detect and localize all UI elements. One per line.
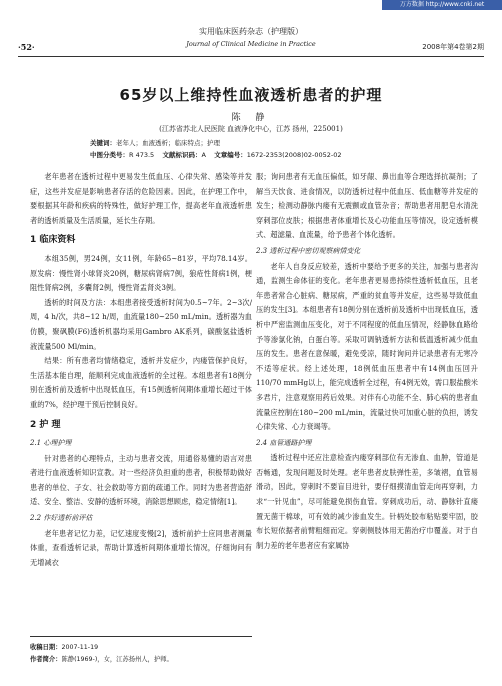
s1-paragraph-2: 透析的时间及方法：本组患者接受透析时间为0.5~7年。2~3次/周，4 h/次，共8~12 h/周，血流量180~250 mL/min。透析器为血仿膜，聚砜膜(F6)透析机器均采用Gambro AK系列，碳酸氢盐透析液流量500 Ml/min。: [30, 297, 252, 351]
article-title: 65岁以上维持性血液透析患者的护理: [119, 86, 383, 104]
section-2-1-heading: 2.1 心理护理: [30, 439, 72, 448]
received-date: 2007-11-19: [61, 644, 99, 651]
article-no-label: 文章编号：: [214, 151, 247, 159]
received-label: 收稿日期：: [30, 644, 62, 651]
section-2-4-heading: 2.4 血管通路护理: [256, 438, 312, 447]
s22-paragraph: 老年患者记忆力差，记忆速度变慢[2]，透析前护士应同患者测量体重，查看透析记录，帮助计算透析间期体重增长情况，仔细询问有无增减衣: [30, 528, 252, 567]
s1-paragraph-1: 本组35例，男24例，女11例，年龄65~81岁，平均78.14岁。原发病：慢性肾小球肾炎20例，糖尿病肾病7例，狼疮性肾病1例，梗阻性肾病2例，多囊肾2例，慢性肾盂肾炎3例。: [30, 253, 252, 293]
s24-paragraph: 透析过程中还应注意检查内瘘穿刺部位有无渗血、血肿，管道是否畅通，发现问题及时处理。老年患者皮肤弹性差，多皱褶，血管易滑动，因此，穿刺时不要盲目进针，要仔细摸清血管走向再穿刺，力求“一针见血”，尽可能避免损伤血管。穿刺成功后，动、静脉针直瘘置无菌干棉球，可有效的减少渗血发生。针柄处胶布粘贴要牢固，胶布长短依据者前臂粗细而定。穿刺侧肢体用无菌治疗巾覆盖。对于自制力差的老年患者应有家属协: [256, 453, 478, 550]
article-no: 1672-2353(2008)02-0052-02: [246, 151, 342, 159]
author-bio-label: 作者简介：: [30, 656, 62, 663]
keywords: 老年人；血液透析；临床特点；护理: [116, 139, 220, 147]
section-2-3-heading: 2.3 透析过程中密切观察病情变化: [256, 246, 361, 255]
section-2-heading: 2 护 理: [30, 419, 61, 430]
s21-paragraph: 针对患者的心理特点，主动与患者交流，用通俗易懂的语言对患者进行血液透析知识宣教。对一些经济负担重的患者，积极帮助做好患者的单位、子女、社会救助等方面的疏通工作。同时为患者营造舒适、安全、整洁、安静的透析环境，消除思想顾虑，稳定情绪[1]。: [30, 453, 252, 507]
author-bio: 陈静(1969-)，女，江苏扬州人，护师。: [61, 656, 173, 663]
header-rule: [18, 56, 484, 57]
journal-header: [18, 18, 484, 58]
doc-code: A: [201, 151, 206, 159]
s1-paragraph-3: 结果：所有患者均情绪稳定，透析并发症少，内瘘管保护良好，生活基本能自理，能顺利完成血液透析的全过程。本组患者有18例分别在透析前及透析中出现低血压，有15例透析间期体重增长超过干体重的7%，经护理干预后控制良好。: [30, 356, 252, 409]
page-number: ·52·: [18, 42, 35, 52]
author-bio-line: [30, 654, 252, 666]
continued-paragraph: 服；询问患者有无血压偏低，如牙龈、鼻出血等合理选择抗凝剂；了解当天饮食、进食情况，以防透析过程中低血压、低血糖等并发症的发生；检测动静脉内瘘有无震颤或血管杂音；帮助患者用肥皂水清洗穿刺部位皮肤；根据患者体重增长及心功能血压等情况，设定透析模式、超滤量、血流量，给予患者个体化透析。: [256, 172, 478, 240]
received-date-line: [30, 642, 252, 654]
article-footnote: [30, 636, 252, 666]
section-1-heading: 1 临床资料: [30, 235, 76, 246]
intro-paragraph: 老年患者在透析过程中更易发生低血压、心律失常、感染等并发症，这些并发症是影响患者存活的危险因素。因此，在护理工作中，要根据其年龄和疾病的特殊性，做好护理工作，提高老年血液透析患者的透析质量及生活质量，延长生存期。: [30, 172, 252, 225]
left-column: [30, 170, 252, 570]
right-column: [256, 170, 478, 553]
watermark-stamp: 万方数据 http://www.cnki.net: [382, 0, 502, 10]
clc-code: R 473.5: [129, 151, 155, 159]
keywords-label: 关键词：: [90, 139, 116, 147]
classification-line: [90, 150, 462, 159]
section-2-2-heading: 2.2 作好透析前评估: [30, 514, 93, 523]
clc-label: 中图分类号：: [90, 151, 129, 159]
journal-name-cn: 实用临床医药杂志（护理版）: [199, 27, 303, 36]
s23-paragraph: 老年人自身反应较差，透析中要给予更多的关注，加强与患者沟通，监测生命体征的变化。老年患者更易患持续性透析低血压，且老年患者常合心脏病、糖尿病，严重的贫血等并发症，这些易导致低血压的发生[3]。本组患者有18例分别在透析前及透析中出现低血压，透析中严密监测血压变化，对于不同程度的低血压情况，经静脉血路给予等渗氯化钠，白蛋白等。采取可调钠透析方法和低温透析减少低血压的发生。患者在意保暖，避免受凉，随时询问并记录患者有无寒冷不适等症状。经上述处理，18例低血压患者中有14例血压回升110/70 mmHg以上，能完成透析全过程，有4例无效，需口服盐酸米多君片，注意观察用药后效果。对伴有心功能不全、肺心病的患者血流量应控制在180~200 mL/min，流量过快可加重心脏的负担，诱发心律失常、心力衰竭等。: [256, 261, 478, 432]
author-affiliation: (江苏省苏北人民医院 血液净化中心，江苏 扬州，225001): [159, 125, 343, 133]
issue-info: 2008年第4卷第2期: [422, 43, 484, 51]
article-author: 陈 静: [231, 113, 271, 123]
doc-code-label: 文献标识码：: [162, 151, 202, 159]
journal-name-en: Journal of Clinical Medicine in Practice: [186, 40, 316, 48]
keywords-line: [90, 138, 462, 147]
